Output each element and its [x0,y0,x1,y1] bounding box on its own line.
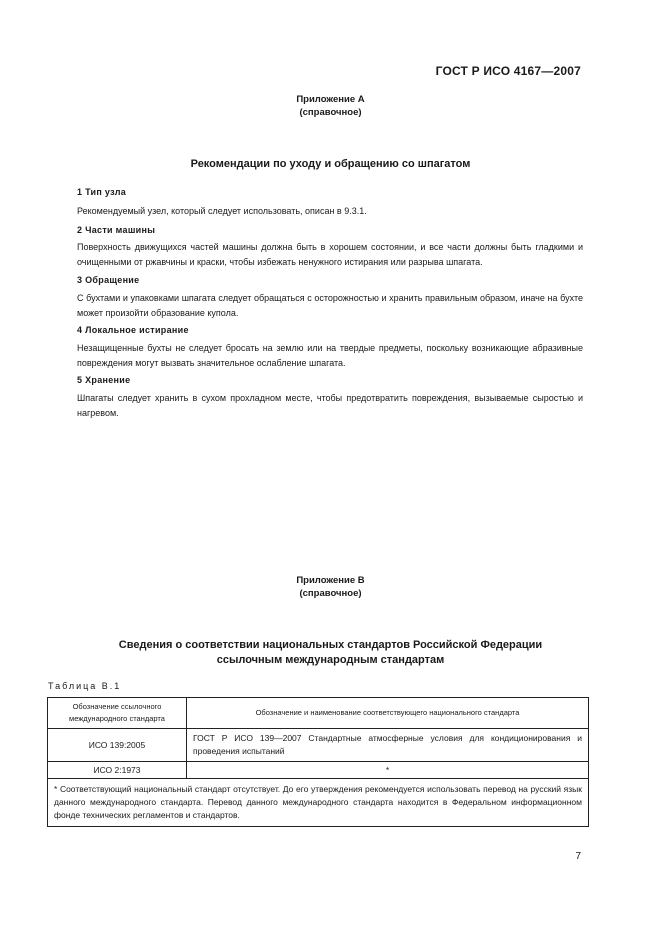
table-footnote-row [48,779,589,827]
national-standard-cell: * [187,762,589,779]
section-2-heading: 2 Части машины [77,225,156,235]
section-1-text: Рекомендуемый узел, который следует использовать, описан в 9.3.1. [77,206,367,216]
appendix-b-title: Приложение В [296,575,365,586]
section-3-text: С бухтами и упаковками шпагата следует обращаться с осторожностью и хранить правильным образом, иначе на бухте может произойти образование купола. [77,293,583,318]
table-row [48,729,589,762]
document-code: ГОСТ Р ИСО 4167—2007 [435,64,581,78]
table-footnote: * Соответствующий национальный стандарт отсутствует. До его утверждения рекомендуется использовать перевод на русский язык данного международного стандарта. Перевод данного международного стандарта находится в Федеральном информационном фонде технических регламентов и стандартов. [48,779,589,827]
appendix-a-title: Приложение А [296,94,365,105]
national-standard-cell: ГОСТ Р ИСО 139—2007 Стандартные атмосферные условия для кондиционирования и проведения испытаний [187,729,589,762]
col1-header: Обозначение ссылочного международного стандарта [48,698,187,729]
table-caption: Таблица В.1 [48,681,122,691]
appendix-a-heading: Рекомендации по уходу и обращению со шпагатом [190,158,471,170]
col2-header: Обозначение и наименование соответствующего национального стандарта [187,698,589,729]
ref-standard-cell: ИСО 2:1973 [48,762,187,779]
section-3-heading: 3 Обращение [77,275,140,285]
appendix-a-subtitle: (справочное) [299,107,362,118]
section-1-heading: 1 Тип узла [77,187,127,197]
appendix-b-heading-line2: ссылочным международным стандартам [216,654,445,666]
section-4-heading: 4 Локальное истирание [77,325,189,335]
section-2-text: Поверхность движущихся частей машины должна быть в хорошем состоянии, и все части должны быть гладкими и очищенными от ржавчины и краски, чтобы избежать ненужного истирания или разрыва шпагата. [77,242,583,267]
section-4-text: Незащищенные бухты не следует бросать на землю или на твердые предметы, поскольку возникающие абразивные повреждения могут вызвать значительное ослабление шпагата. [77,343,583,368]
section-5-text: Шпагаты следует хранить в сухом прохладном месте, чтобы предотвратить повреждения, вызываемые сыростью и нагревом. [77,393,583,418]
section-5-heading: 5 Хранение [77,375,131,385]
appendix-b-heading-line1: Сведения о соответствии национальных стандартов Российской Федерации [118,639,543,651]
ref-standard-cell: ИСО 139:2005 [48,729,187,762]
appendix-b-subtitle: (справочное) [299,588,362,599]
table-header-row [48,698,589,729]
page-number: 7 [575,851,581,862]
reference-standards-table [47,697,589,827]
table-row [48,762,589,779]
